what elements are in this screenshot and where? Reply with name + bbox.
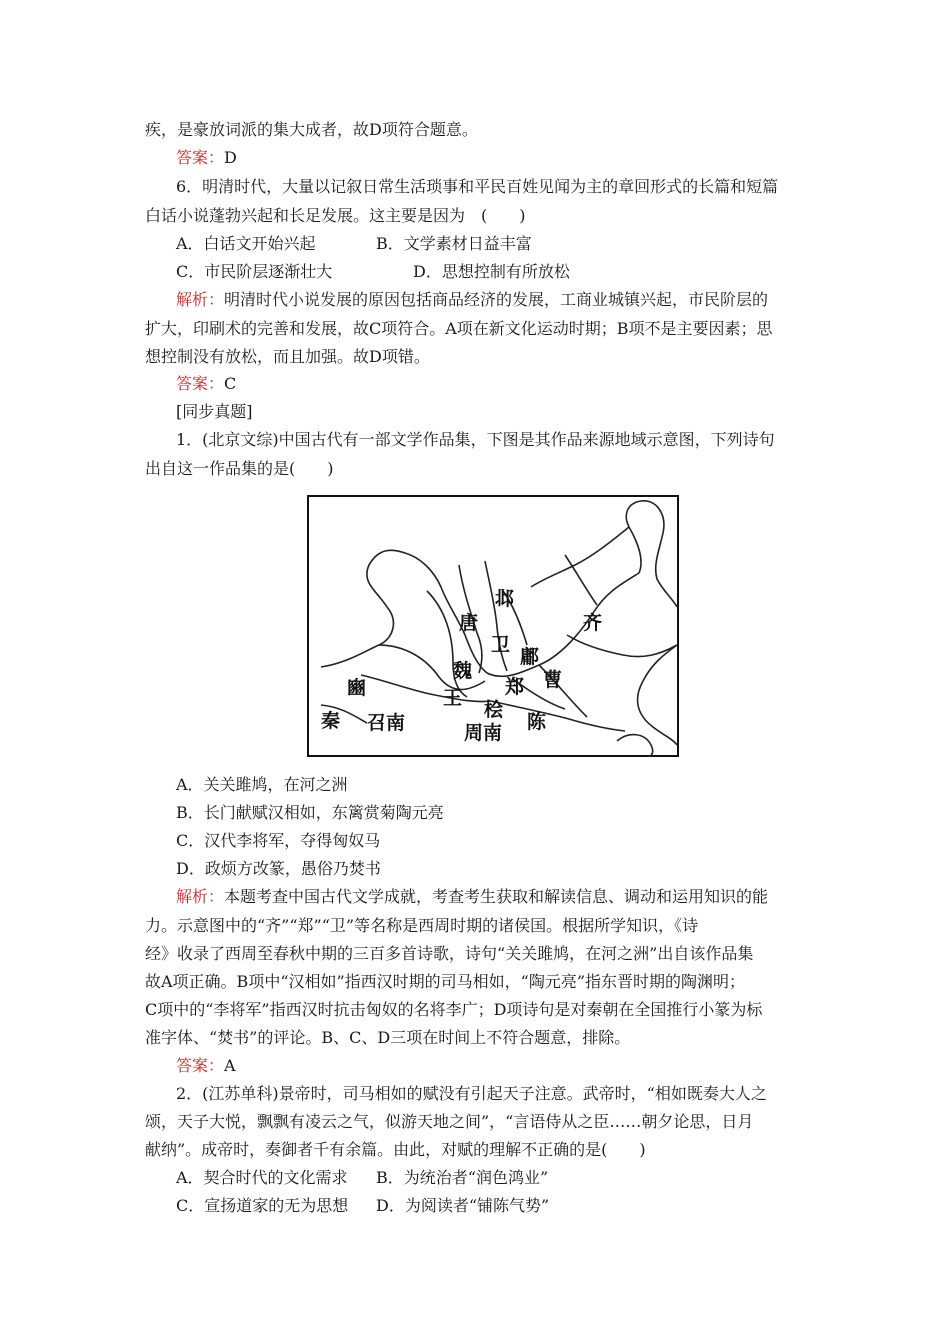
explanation-label: 解析： bbox=[176, 887, 225, 906]
option-d: D．政烦方改篆，愚俗乃焚书 bbox=[176, 859, 381, 878]
answer-line bbox=[176, 148, 237, 168]
section-heading: [同步真题] bbox=[176, 402, 253, 421]
option-a: A．白话文开始兴起 bbox=[176, 234, 316, 253]
map-figure bbox=[307, 495, 679, 757]
option-d: D．思想控制有所放松 bbox=[413, 262, 570, 281]
map-label-cao: 曹 bbox=[543, 669, 563, 691]
explanation-line: 解析：明清时代小说发展的原因包括商品经济的发展，工商业城镇兴起，市民阶层的 bbox=[176, 290, 769, 309]
option-c: C．汉代李将军，夺得匈奴马 bbox=[176, 831, 381, 850]
explanation-line: 故A项正确。B项中“汉相如”指西汉时期的司马相如，“陶元亮”指东晋时期的陶渊明； bbox=[145, 972, 746, 991]
map-label-yong: 鄘 bbox=[520, 646, 540, 668]
option-d: D．为阅读者“铺陈气势” bbox=[376, 1196, 550, 1215]
question-2-line-1: 2．(江苏单科)景帝时，司马相如的赋没有引起天子注意。武帝时，“相如既奏大人之 bbox=[176, 1084, 767, 1103]
option-c: C．市民阶层逐渐壮大 bbox=[176, 262, 333, 281]
map-label-shaonan: 召南 bbox=[367, 712, 406, 734]
answer-label: 答案： bbox=[176, 148, 225, 167]
option-b: B．文学素材日益丰富 bbox=[376, 234, 532, 253]
question-2-line-3: 献纳”。成帝时，奏御者千有余篇。由此，对赋的理解不正确的是( ) bbox=[145, 1140, 646, 1159]
explanation-label: 解析： bbox=[176, 290, 225, 309]
map-label-chen: 陈 bbox=[527, 711, 547, 733]
answer-label: 答案： bbox=[176, 374, 225, 393]
question-6-line-1: 6．明清时代，大量以记叙日常生活琐事和平民百姓见闻为主的章回形式的长篇和短篇 bbox=[176, 177, 779, 196]
map-label-wang: 王 bbox=[443, 687, 463, 709]
explanation-line: 准字体、“焚书”的评论。B、C、D三项在时间上不符合题意，排除。 bbox=[145, 1028, 631, 1047]
text-line: 疾，是豪放词派的集大成者，故D项符合题意。 bbox=[145, 120, 478, 139]
answer-value: C bbox=[224, 374, 237, 393]
option-a: A．关关雎鸠，在河之洲 bbox=[176, 775, 348, 794]
answer-value: D bbox=[224, 148, 237, 167]
map-label-qin: 秦 bbox=[321, 710, 341, 732]
explanation-line: 经》收录了西周至春秋中期的三百多首诗歌，诗句“关关雎鸠，在河之洲”出自该作品集 bbox=[145, 944, 754, 963]
answer-value: A bbox=[224, 1056, 236, 1075]
explanation-line: 扩大，印刷术的完善和发展，故C项符合。A项在新文化运动时期；B项不是主要因素；思 bbox=[145, 319, 773, 338]
question-1-line-1: 1．(北京文综)中国古代有一部文学作品集，下图是其作品来源地域示意图，下列诗句 bbox=[176, 430, 775, 449]
answer-line bbox=[176, 374, 236, 394]
map-label-kuai: 桧 bbox=[484, 699, 504, 721]
answer-label: 答案： bbox=[176, 1056, 225, 1075]
map-label-bin: 豳 bbox=[347, 677, 367, 699]
question-2-line-2: 颂，天子大悦，飘飘有凌云之气，似游天地之间”，“言语侍从之臣……朝夕论思，日月 bbox=[145, 1112, 754, 1131]
map-label-zhounan: 周南 bbox=[464, 722, 503, 744]
option-b: B．为统治者“润色鸿业” bbox=[376, 1168, 549, 1187]
map-label-zheng: 郑 bbox=[505, 676, 525, 698]
question-1-line-2: 出自这一作品集的是( ) bbox=[145, 459, 334, 478]
option-b: B．长门献赋汉相如，东篱赏菊陶元亮 bbox=[176, 803, 444, 822]
explanation-line: 解析：本题考查中国古代文学成就，考查考生获取和解读信息、调动和运用知识的能 bbox=[176, 887, 769, 906]
map-svg bbox=[307, 495, 679, 757]
answer-line bbox=[176, 1056, 236, 1076]
map-label-qi: 齐 bbox=[583, 612, 603, 634]
map-label-bei: 邶 bbox=[495, 588, 515, 610]
question-6-line-2: 白话小说蓬勃兴起和长足发展。这主要是因为 ( ) bbox=[145, 206, 526, 225]
option-c: C．宣扬道家的无为思想 bbox=[176, 1196, 349, 1215]
map-label-wei-state: 卫 bbox=[491, 634, 511, 656]
option-a: A．契合时代的文化需求 bbox=[176, 1168, 348, 1187]
map-label-wei-region: 魏 bbox=[453, 660, 473, 682]
explanation-line: 力。示意图中的“齐”“郑”“卫”等名称是西周时期的诸侯国。根据所学知识，《诗 bbox=[145, 916, 699, 935]
map-label-tang: 唐 bbox=[459, 612, 479, 634]
explanation-line: 想控制没有放松，而且加强。故D项错。 bbox=[145, 347, 430, 366]
explanation-line: C项中的“李将军”指西汉时抗击匈奴的名将李广；D项诗句是对秦朝在全国推行小篆为标 bbox=[145, 1000, 763, 1019]
